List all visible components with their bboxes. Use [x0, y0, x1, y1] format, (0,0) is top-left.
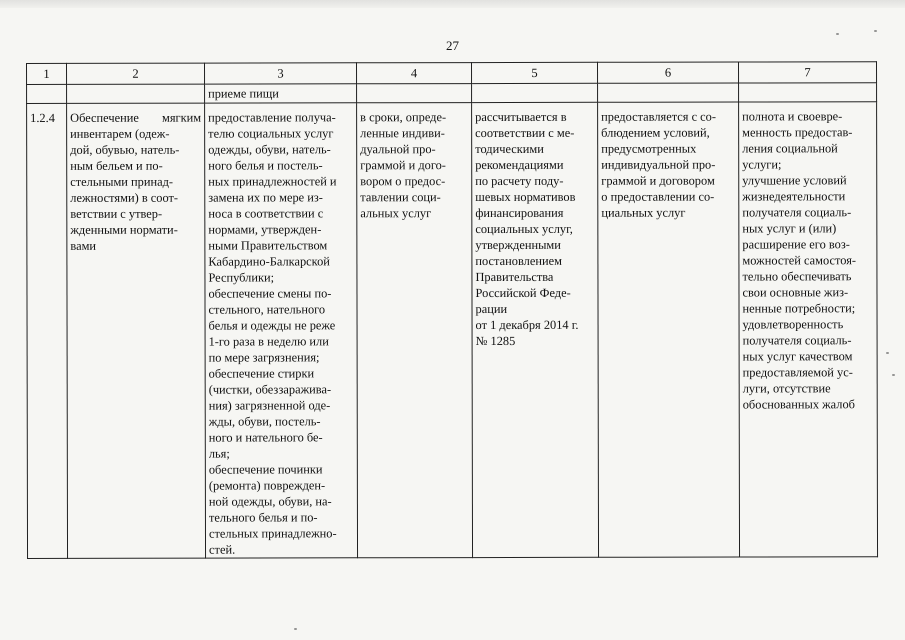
- column-header: 5: [472, 62, 598, 83]
- conditions-cell: предоставляется с со- блюдением условий, предусмотренных индивидуальной про- граммой и договором о предоставлении со- циальных услуг: [598, 102, 740, 557]
- service-content-cell: предоставление получа- телю социальных услуг одежды, обуви, натель- ного белья и постель- ных принадлежностей и замена их по мере из- носа в соответствии с нормами, утвержден- ными Правительством Кабардино-Балкарской Республики; обеспечение смены по- стельного, нательного белья и одежды не реже 1-го раза в неделю или по мере загрязнения; обеспечение стирки (чистки, обеззаражива- ния) загрязненной оде- жды, обуви, постель- ного и нательного бе- лья; обеспечение починки (ремонта) поврежден- ной одежды, обуви, на- тельного белья и по- стельных принадлежно- стей.: [205, 103, 358, 558]
- header-row: [27, 62, 877, 85]
- services-table: [26, 61, 878, 559]
- service-name-cell: Обеспечение мягким инвентарем (одеж- дой, обувью, натель- ным бельем и по- стельными принад- лежностями) в соот- ветствии с утвер- жденными нормати- вами: [67, 103, 206, 558]
- column-header: 7: [738, 62, 876, 83]
- table-cell: [598, 83, 739, 102]
- scan-speck: [294, 628, 297, 630]
- scan-speck: [892, 374, 895, 376]
- table-cell: [472, 83, 598, 102]
- scan-edge: [0, 0, 905, 8]
- column-header: 3: [205, 63, 357, 84]
- column-header: 2: [67, 63, 205, 84]
- column-header: 1: [27, 63, 67, 84]
- page-number: 27: [446, 38, 459, 53]
- scan-speck: [886, 352, 889, 354]
- continuation-row: [27, 83, 877, 104]
- timing-cell: в сроки, опреде- ленные индиви- дуальной про- граммой и дого- вором о предос- тавлении соци- альных услуг: [357, 103, 473, 558]
- table-cell: [739, 83, 877, 102]
- quality-criteria-cell: полнота и своевре- менность предостав- ления социальной услуги; улучшение условий жизнедеятельности получателя социаль- ных услуг и (или) расширение его воз- можностей самостоя- тельно обеспечивать свои основные жиз- ненные потребности; удовлетворенность получателя социаль- ных услуг качеством предоставляемой ус- луги, отсутствие обоснованных жалоб: [739, 102, 878, 557]
- funding-cell: рассчитывается в соответствии с ме- тодическими рекомендациями по расчету поду- шевых нормативов финансирования социальных услуг, утвержденными постановлением Правительства Российской Феде- рации от 1 декабря 2014 г. № 1285: [472, 102, 599, 557]
- scan-speck: [836, 33, 839, 35]
- service-row: [27, 102, 878, 559]
- item-number-cell: 1.2.4: [27, 103, 68, 558]
- table-cell: [67, 84, 205, 103]
- column-header: 4: [357, 63, 472, 84]
- table-cell: [27, 84, 67, 103]
- table-cell: приеме пищи: [205, 84, 357, 103]
- column-header: 6: [597, 62, 738, 83]
- scan-speck: [874, 30, 877, 32]
- table-cell: [357, 84, 472, 103]
